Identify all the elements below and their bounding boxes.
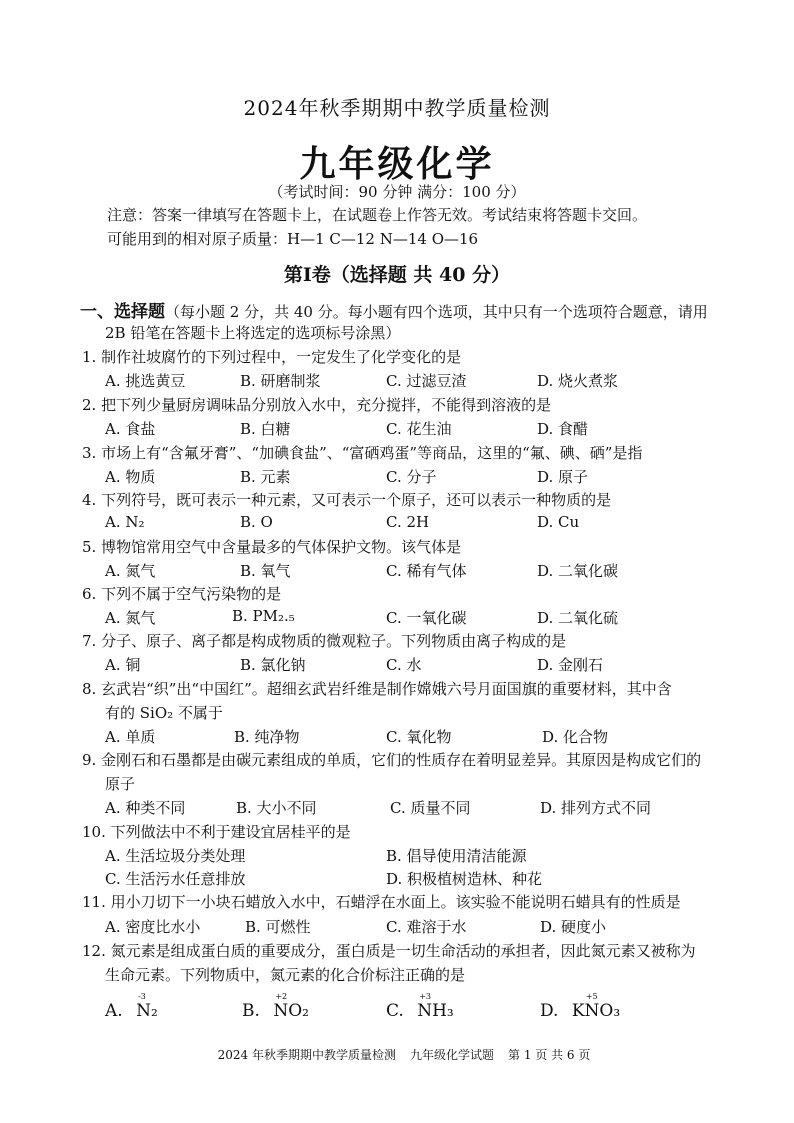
option-c: C. 生活污水任意排放 [105, 870, 246, 888]
option-a: A. 生活垃圾分类处理 [105, 847, 246, 865]
option-c: C. 2H [386, 513, 430, 531]
subject-title: 九年级化学 [299, 143, 495, 185]
option-d: D. 化合物 [542, 728, 609, 746]
option-b [242, 992, 309, 1021]
option-b: B. 纯净物 [234, 728, 300, 746]
oxidation-state: -3 [138, 992, 146, 1001]
question-stem: 6. 下列不属于空气污染物的是 [82, 585, 282, 603]
option-b: B. 倡导使用清洁能源 [386, 847, 527, 865]
option-a: A. 单质 [105, 728, 156, 746]
option-b: B. 白糖 [240, 420, 291, 438]
footer-paper: 九年级化学试题 [410, 1048, 495, 1062]
chemical-formula: NO₂ [273, 1001, 309, 1021]
option-c: C. 质量不同 [390, 799, 471, 817]
option-a: A. 物质 [105, 468, 156, 486]
question-stem: 12. 氮元素是组成蛋白质的重要成分，蛋白质是一切生命活动的承担者，因此氮元素又被称为 [82, 942, 696, 960]
question-stem: 3. 市场上有“含氟牙膏”、“加碘食盐”、“富硒鸡蛋”等商品，这里的“氟、碘、硒”是指 [82, 444, 643, 462]
option-c: C. 一氧化碳 [386, 609, 467, 627]
oxidation-state: +3 [419, 992, 432, 1001]
option-a: A. N₂ [105, 513, 145, 531]
part-title: 第Ⅰ卷（选择题 共 40 分） [283, 264, 511, 286]
question-stem: 2. 把下列少量厨房调味品分别放入水中，充分搅拌，不能得到溶液的是 [82, 396, 552, 414]
option-c: C. 花生油 [386, 420, 452, 438]
section-heading [80, 297, 708, 322]
question-stem: 10. 下列做法中不利于建设宜居桂平的是 [82, 823, 351, 841]
option-d [540, 992, 621, 1021]
exam-note: 注意：答案一律填写在答题卡上，在试题卷上作答无效。考试结束将答题卡交回。 [107, 206, 648, 224]
option-d: D. 烧火煮浆 [537, 372, 619, 390]
option-d: D. 食醋 [537, 420, 589, 438]
option-b: B. PM₂.₅ [232, 607, 295, 625]
question-stem-cont: 有的 SiO₂ 不属于 [105, 704, 223, 722]
option-a: A. 铜 [105, 656, 141, 674]
option-a: A. 种类不同 [105, 799, 186, 817]
question-stem: 1. 制作社坡腐竹的下列过程中，一定发生了化学变化的是 [82, 348, 462, 366]
exam-title: 2024年秋季期期中教学质量检测 [243, 96, 551, 120]
question-stem: 7. 分子、原子、离子都是构成物质的微观粒子。下列物质由离子构成的是 [82, 632, 567, 650]
option-a: A. 食盐 [105, 420, 156, 438]
page-footer [0, 1046, 794, 1063]
option-d: D. 原子 [537, 468, 589, 486]
option-b: B. O [240, 513, 273, 531]
option-b: B. 氧气 [240, 562, 291, 580]
option-letter: B. [242, 1001, 260, 1021]
option-b: B. 研磨制浆 [240, 372, 321, 390]
option-c: C. 过滤豆渣 [386, 372, 467, 390]
question-stem: 9. 金刚石和石墨都是由碳元素组成的单质，它们的性质存在着明显差异。其原因是构成它们的 [82, 751, 702, 769]
option-b: B. 大小不同 [236, 799, 317, 817]
exam-info: （考试时间：90 分钟 满分：100 分） [268, 183, 526, 201]
option-a [105, 992, 158, 1021]
option-b: B. 氯化钠 [240, 656, 306, 674]
option-d: D. 硬度小 [540, 918, 607, 936]
footer-exam: 2024 年秋季期期中教学质量检测 [217, 1048, 396, 1062]
option-b: B. 可燃性 [245, 918, 311, 936]
question-stem: 11. 用小刀切下一小块石蜡放入水中，石蜡浮在水面上。该实验不能说明石蜡具有的性质是 [82, 893, 681, 911]
oxidation-state: +2 [275, 992, 288, 1001]
option-a: A. 挑选黄豆 [105, 372, 186, 390]
option-c: C. 难溶于水 [386, 918, 467, 936]
chemical-formula: KNO₃ [571, 1001, 621, 1021]
question-stem-cont: 生命元素。下列物质中，氮元素的化合价标注正确的是 [105, 966, 466, 984]
section-instruction-cont: 2B 铅笔在答题卡上将选定的选项标号涂黑） [105, 324, 401, 342]
option-d: D. Cu [537, 513, 580, 531]
option-c: C. 分子 [386, 468, 437, 486]
atomic-masses: 可能用到的相对原子质量：H—1 C—12 N—14 O—16 [107, 230, 479, 248]
option-a: A. 密度比水小 [105, 918, 201, 936]
option-c: C. 氧化物 [386, 728, 452, 746]
oxidation-state: +5 [585, 992, 598, 1001]
footer-page: 第 1 页 共 6 页 [508, 1048, 591, 1062]
option-c [386, 992, 454, 1021]
question-stem: 8. 玄武岩“织”出“中国红”。超细玄武岩纤维是制作嫦娥六号月面国旗的重要材料，其中含 [82, 680, 672, 698]
chemical-formula: NH₃ [417, 1001, 454, 1021]
chemical-formula: N₂ [136, 1001, 158, 1021]
question-stem: 4. 下列符号，既可表示一种元素，又可表示一个原子，还可以表示一种物质的是 [82, 491, 612, 509]
option-d: D. 金刚石 [537, 656, 604, 674]
question-stem: 5. 博物馆常用空气中含量最多的气体保护文物。该气体是 [82, 538, 462, 556]
option-d: D. 积极植树造林、种花 [386, 870, 543, 888]
option-letter: D. [540, 1001, 559, 1021]
option-c: C. 水 [386, 656, 422, 674]
option-letter: C. [386, 1001, 404, 1021]
option-a: A. 氮气 [105, 609, 156, 627]
option-letter: A. [105, 1001, 123, 1021]
option-b: B. 元素 [240, 468, 291, 486]
option-d: D. 二氧化碳 [537, 562, 619, 580]
question-stem-cont: 原子 [105, 775, 136, 793]
option-d: D. 二氧化硫 [537, 609, 619, 627]
option-d: D. 排列方式不同 [540, 799, 652, 817]
section-label: 一、选择题 [80, 302, 165, 322]
option-a: A. 氮气 [105, 562, 156, 580]
section-instruction: （每小题 2 分，共 40 分。每小题有四个选项，其中只有一个选项符合题意，请用 [165, 303, 708, 321]
option-c: C. 稀有气体 [386, 562, 467, 580]
